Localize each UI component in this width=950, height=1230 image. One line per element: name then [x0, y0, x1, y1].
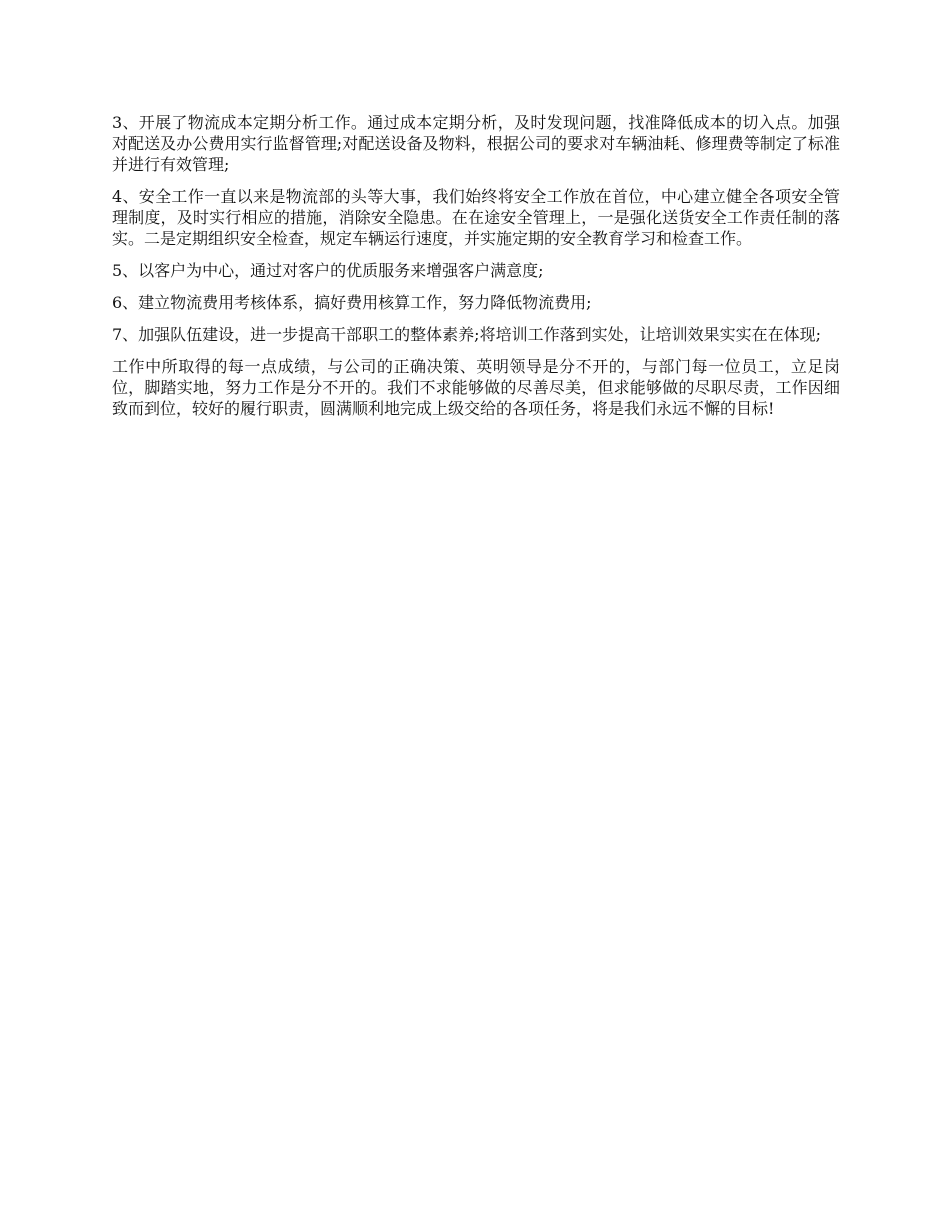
- paragraph-team-building: 7、加强队伍建设，进一步提高干部职工的整体素养;将培训工作落到实处，让培训效果实实在在体现;: [112, 325, 821, 344]
- paragraph-customer-service: 5、以客户为中心，通过对客户的优质服务来增强客户满意度;: [112, 261, 544, 280]
- document-page: [112, 112, 840, 430]
- paragraph-cost-analysis: 3、开展了物流成本定期分析工作。通过成本定期分析，及时发现问题，找准降低成本的切入点。加强对配送及办公费用实行监督管理;对配送设备及物料，根据公司的要求对车辆油耗、修理费等制定了标准并进行有效管理;: [112, 113, 840, 174]
- paragraph-safety-work: 4、安全工作一直以来是物流部的头等大事，我们始终将安全工作放在首位，中心建立健全各项安全管理制度，及时实行相应的措施，消除安全隐患。在在途安全管理上，一是强化送货安全工作责任制的落实。二是定期组织安全检查，规定车辆运行速度，并实施定期的安全教育学习和检查工作。: [112, 187, 840, 248]
- paragraph-cost-assessment: 6、建立物流费用考核体系，搞好费用核算工作，努力降低物流费用;: [112, 293, 592, 312]
- paragraph-conclusion: 工作中所取得的每一点成绩，与公司的正确决策、英明领导是分不开的，与部门每一位员工，立足岗位，脚踏实地，努力工作是分不开的。我们不求能够做的尽善尽美，但求能够做的尽职尽责，工作因细致而到位，较好的履行职责，圆满顺利地完成上级交给的各项任务，将是我们永远不懈的目标!: [112, 357, 840, 418]
